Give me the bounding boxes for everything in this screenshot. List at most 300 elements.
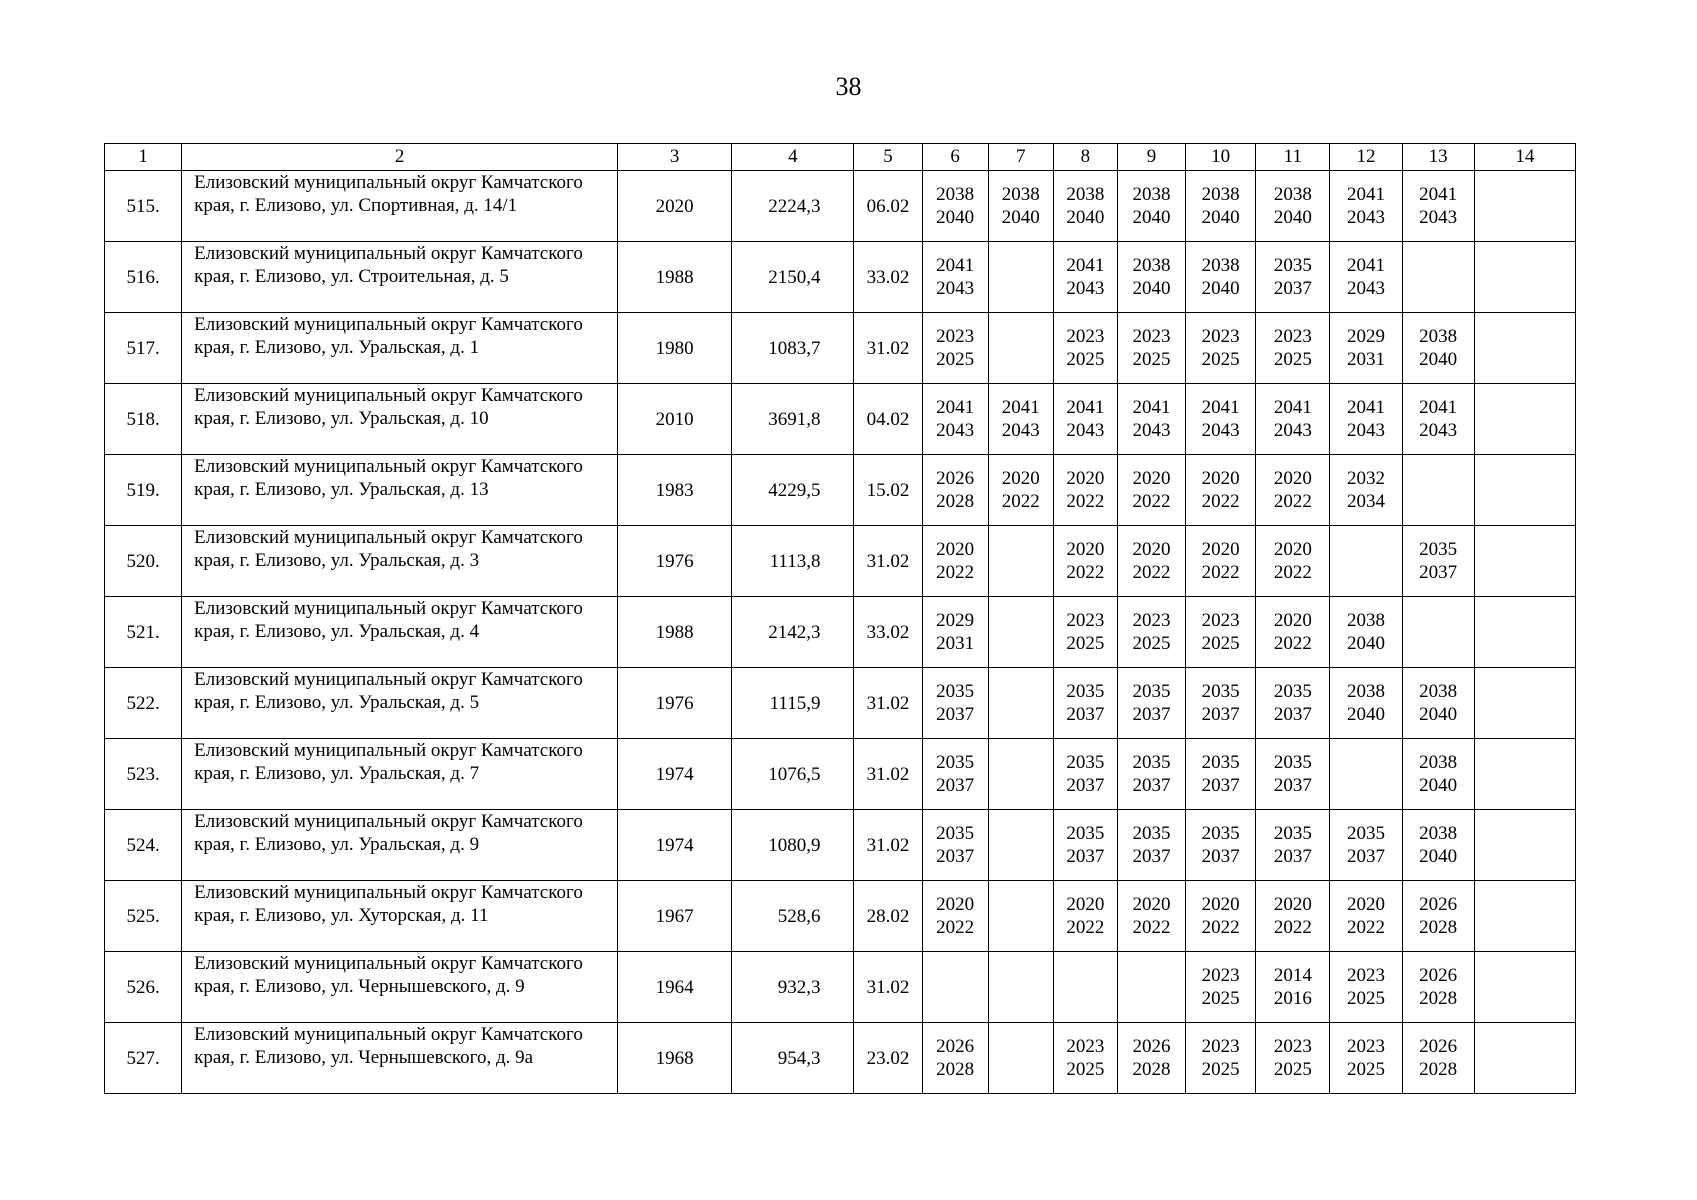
period-start-year: 2023: [1201, 1036, 1240, 1057]
period-start-year: 2020: [1273, 610, 1312, 631]
column-header: 5: [854, 144, 922, 171]
period-end-year: 2043: [1273, 420, 1312, 441]
period-start-year: 2035: [936, 752, 975, 773]
period-start-year: 2020: [1273, 468, 1312, 489]
period-cell: [1330, 810, 1402, 881]
period-end-year: 2040: [1273, 207, 1312, 228]
area-cell: 1080,9: [732, 810, 854, 881]
period-start-year: 2026: [1419, 1036, 1458, 1057]
period-cell: [1186, 313, 1256, 384]
period-start-year: 2020: [1201, 468, 1240, 489]
period-start-year: 2020: [1132, 539, 1171, 560]
period-cell: [1474, 952, 1575, 1023]
period-cell: [1186, 597, 1256, 668]
area-cell: 954,3: [732, 1023, 854, 1094]
period-end-year: 2040: [1419, 775, 1458, 796]
period-end-year: 2037: [1132, 846, 1171, 867]
period-cell: [1117, 952, 1185, 1023]
period-cell: [1186, 384, 1256, 455]
period-start-year: 2020: [1273, 539, 1312, 560]
period-cell: [988, 313, 1053, 384]
period-end-year: 2043: [1201, 420, 1240, 441]
period-end-year: 2040: [1132, 207, 1171, 228]
period-end-year: 2043: [1346, 278, 1385, 299]
wear-code-cell: 33.02: [854, 597, 922, 668]
period-cell: [1053, 171, 1117, 242]
period-cell: [1186, 668, 1256, 739]
period-end-year: 2040: [1201, 278, 1240, 299]
period-end-year: 2037: [1273, 278, 1312, 299]
period-end-year: 2043: [1419, 207, 1458, 228]
period-start-year: 2023: [1346, 965, 1385, 986]
period-start-year: 2038: [1419, 326, 1458, 347]
area-cell: 932,3: [732, 952, 854, 1023]
period-start-year: 2029: [936, 610, 975, 631]
period-cell: [1474, 384, 1575, 455]
period-start-year: 2035: [1066, 823, 1105, 844]
period-start-year: 2023: [1132, 610, 1171, 631]
period-start-year: 2023: [1201, 610, 1240, 631]
period-cell: [1186, 1023, 1256, 1094]
period-cell: [1330, 881, 1402, 952]
period-end-year: 2040: [1419, 704, 1458, 725]
period-cell: [1256, 952, 1330, 1023]
period-cell: [1186, 455, 1256, 526]
period-start-year: 2038: [1346, 681, 1385, 702]
period-start-year: 2020: [936, 539, 975, 560]
period-cell: [922, 171, 988, 242]
period-end-year: 2022: [936, 562, 975, 583]
period-cell: [1256, 526, 1330, 597]
column-header: 7: [988, 144, 1053, 171]
period-cell: [1053, 526, 1117, 597]
period-end-year: 2022: [1066, 917, 1105, 938]
period-cell: [922, 881, 988, 952]
period-start-year: 2026: [936, 1036, 975, 1057]
period-start-year: 2035: [936, 681, 975, 702]
table-row: [105, 242, 1576, 313]
period-end-year: 2040: [1066, 207, 1105, 228]
period-start-year: 2041: [936, 255, 975, 276]
period-end-year: 2028: [936, 491, 975, 512]
period-cell: [1117, 384, 1185, 455]
period-cell: [1053, 952, 1117, 1023]
period-cell: [1402, 881, 1474, 952]
period-start-year: 2041: [1346, 184, 1385, 205]
period-end-year: 2028: [1419, 917, 1458, 938]
period-cell: [1402, 455, 1474, 526]
period-start-year: 2020: [1066, 539, 1105, 560]
period-end-year: 2043: [1066, 420, 1105, 441]
period-end-year: 2025: [1201, 988, 1240, 1009]
period-end-year: 2037: [1066, 846, 1105, 867]
build-year-cell: 1974: [618, 739, 732, 810]
period-end-year: 2022: [1066, 562, 1105, 583]
period-cell: [1256, 313, 1330, 384]
period-start-year: 2026: [936, 468, 975, 489]
period-start-year: 2020: [1346, 894, 1385, 915]
period-cell: [988, 384, 1053, 455]
area-cell: 1076,5: [732, 739, 854, 810]
build-year-cell: 1988: [618, 242, 732, 313]
period-cell: [1256, 171, 1330, 242]
period-cell: [922, 384, 988, 455]
row-number-cell: 519.: [105, 455, 182, 526]
period-start-year: 2023: [1066, 326, 1105, 347]
period-start-year: 2041: [936, 397, 975, 418]
page-number: 38: [835, 72, 862, 101]
period-cell: [1117, 597, 1185, 668]
period-end-year: 2037: [1066, 704, 1105, 725]
period-end-year: 2040: [1346, 633, 1385, 654]
period-end-year: 2028: [1419, 1059, 1458, 1080]
period-cell: [1474, 526, 1575, 597]
period-end-year: 2040: [1419, 349, 1458, 370]
period-end-year: 2025: [1132, 349, 1171, 370]
period-start-year: 2035: [1201, 752, 1240, 773]
wear-code-cell: 31.02: [854, 668, 922, 739]
build-year-cell: 2010: [618, 384, 732, 455]
period-cell: [922, 952, 988, 1023]
period-start-year: 2026: [1419, 894, 1458, 915]
period-end-year: 2025: [1201, 349, 1240, 370]
address-cell: Елизовский муниципальный округ Камчатского края, г. Елизово, ул. Уральская, д. 9: [182, 810, 618, 881]
period-cell: [1330, 952, 1402, 1023]
build-year-cell: 2020: [618, 171, 732, 242]
build-year-cell: 1964: [618, 952, 732, 1023]
period-cell: [922, 597, 988, 668]
period-start-year: 2032: [1346, 468, 1385, 489]
address-cell: Елизовский муниципальный округ Камчатского края, г. Елизово, ул. Чернышевского, д. 9а: [182, 1023, 618, 1094]
table-row: [105, 597, 1576, 668]
period-start-year: 2020: [1201, 539, 1240, 560]
period-cell: [1474, 739, 1575, 810]
period-cell: [1053, 597, 1117, 668]
period-end-year: 2037: [1066, 775, 1105, 796]
period-cell: [1256, 384, 1330, 455]
period-start-year: 2020: [1066, 468, 1105, 489]
period-start-year: 2026: [1132, 1036, 1171, 1057]
period-cell: [1474, 881, 1575, 952]
period-end-year: 2022: [1273, 562, 1312, 583]
period-end-year: 2031: [1346, 349, 1385, 370]
period-cell: [1474, 810, 1575, 881]
period-end-year: 2022: [1201, 562, 1240, 583]
period-start-year: 2035: [1201, 823, 1240, 844]
period-cell: [1402, 384, 1474, 455]
period-start-year: 2041: [1066, 397, 1105, 418]
wear-code-cell: 23.02: [854, 1023, 922, 1094]
period-start-year: 2035: [1066, 752, 1105, 773]
address-cell: Елизовский муниципальный округ Камчатского края, г. Елизово, ул. Уральская, д. 13: [182, 455, 618, 526]
period-start-year: 2035: [1419, 539, 1458, 560]
column-header: 14: [1474, 144, 1575, 171]
period-start-year: 2020: [1132, 894, 1171, 915]
period-end-year: 2025: [1132, 633, 1171, 654]
period-cell: [1117, 313, 1185, 384]
column-header: 4: [732, 144, 854, 171]
period-start-year: 2038: [1419, 752, 1458, 773]
period-end-year: 2040: [1001, 207, 1040, 228]
period-start-year: 2014: [1273, 965, 1312, 986]
period-cell: [1474, 455, 1575, 526]
table-row: [105, 384, 1576, 455]
period-cell: [988, 668, 1053, 739]
column-number-row: [105, 144, 1576, 171]
period-end-year: 2022: [1346, 917, 1385, 938]
row-number-cell: 526.: [105, 952, 182, 1023]
period-cell: [1402, 810, 1474, 881]
area-cell: 3691,8: [732, 384, 854, 455]
period-cell: [1330, 384, 1402, 455]
period-end-year: 2040: [1346, 704, 1385, 725]
period-cell: [1256, 242, 1330, 313]
address-cell: Елизовский муниципальный округ Камчатского края, г. Елизово, ул. Чернышевского, д. 9: [182, 952, 618, 1023]
period-end-year: 2016: [1273, 988, 1312, 1009]
period-end-year: 2022: [936, 917, 975, 938]
period-start-year: 2038: [1201, 184, 1240, 205]
period-cell: [988, 526, 1053, 597]
table-row: [105, 526, 1576, 597]
period-end-year: 2022: [1273, 491, 1312, 512]
column-header: 6: [922, 144, 988, 171]
period-start-year: 2020: [1273, 894, 1312, 915]
column-header: 13: [1402, 144, 1474, 171]
period-cell: [922, 668, 988, 739]
period-end-year: 2025: [1066, 1059, 1105, 1080]
period-cell: [988, 1023, 1053, 1094]
row-number-cell: 525.: [105, 881, 182, 952]
period-end-year: 2037: [1201, 704, 1240, 725]
period-start-year: 2023: [1201, 965, 1240, 986]
period-cell: [922, 1023, 988, 1094]
period-end-year: 2022: [1132, 562, 1171, 583]
period-cell: [988, 810, 1053, 881]
period-start-year: 2038: [1346, 610, 1385, 631]
period-end-year: 2028: [1132, 1059, 1171, 1080]
table-row: [105, 171, 1576, 242]
period-start-year: 2035: [1132, 823, 1171, 844]
wear-code-cell: 31.02: [854, 952, 922, 1023]
table-row: [105, 313, 1576, 384]
period-end-year: 2037: [1346, 846, 1385, 867]
column-header: 8: [1053, 144, 1117, 171]
period-end-year: 2022: [1132, 917, 1171, 938]
column-header: 12: [1330, 144, 1402, 171]
period-cell: [1117, 1023, 1185, 1094]
table-row: [105, 455, 1576, 526]
address-cell: Елизовский муниципальный округ Камчатского края, г. Елизово, ул. Спортивная, д. 14/1: [182, 171, 618, 242]
row-number-cell: 516.: [105, 242, 182, 313]
period-cell: [1186, 526, 1256, 597]
period-cell: [988, 739, 1053, 810]
period-start-year: 2038: [1132, 184, 1171, 205]
build-year-cell: 1976: [618, 526, 732, 597]
period-cell: [1053, 668, 1117, 739]
address-cell: Елизовский муниципальный округ Камчатского края, г. Елизово, ул. Уральская, д. 10: [182, 384, 618, 455]
period-end-year: 2031: [936, 633, 975, 654]
period-cell: [1186, 171, 1256, 242]
period-end-year: 2025: [1346, 1059, 1385, 1080]
period-cell: [1053, 739, 1117, 810]
period-end-year: 2022: [1132, 491, 1171, 512]
build-year-cell: 1988: [618, 597, 732, 668]
period-end-year: 2043: [1001, 420, 1040, 441]
period-end-year: 2037: [936, 704, 975, 725]
area-cell: 528,6: [732, 881, 854, 952]
period-end-year: 2022: [1273, 633, 1312, 654]
table-row: [105, 952, 1576, 1023]
column-header: 9: [1117, 144, 1185, 171]
period-cell: [1256, 810, 1330, 881]
wear-code-cell: 04.02: [854, 384, 922, 455]
build-year-cell: 1968: [618, 1023, 732, 1094]
wear-code-cell: 28.02: [854, 881, 922, 952]
period-cell: [988, 881, 1053, 952]
period-start-year: 2023: [1066, 1036, 1105, 1057]
area-cell: 4229,5: [732, 455, 854, 526]
period-end-year: 2025: [1066, 633, 1105, 654]
area-cell: 1115,9: [732, 668, 854, 739]
period-end-year: 2043: [1419, 420, 1458, 441]
period-cell: [1117, 739, 1185, 810]
period-end-year: 2028: [1419, 988, 1458, 1009]
housing-register-table: [104, 143, 1576, 1094]
period-cell: [988, 597, 1053, 668]
period-cell: [1117, 881, 1185, 952]
build-year-cell: 1976: [618, 668, 732, 739]
period-end-year: 2022: [1201, 491, 1240, 512]
period-start-year: 2023: [1201, 326, 1240, 347]
period-end-year: 2037: [1201, 775, 1240, 796]
period-cell: [1402, 739, 1474, 810]
period-cell: [922, 313, 988, 384]
period-end-year: 2025: [1201, 633, 1240, 654]
period-cell: [1402, 1023, 1474, 1094]
period-start-year: 2023: [1273, 1036, 1312, 1057]
period-end-year: 2022: [1066, 491, 1105, 512]
row-number-cell: 527.: [105, 1023, 182, 1094]
period-start-year: 2023: [936, 326, 975, 347]
period-start-year: 2041: [1001, 397, 1040, 418]
period-cell: [1117, 526, 1185, 597]
period-start-year: 2041: [1346, 255, 1385, 276]
area-cell: 2150,4: [732, 242, 854, 313]
period-start-year: 2038: [1201, 255, 1240, 276]
period-cell: [1474, 668, 1575, 739]
table-row: [105, 668, 1576, 739]
period-end-year: 2022: [1201, 917, 1240, 938]
row-number-cell: 518.: [105, 384, 182, 455]
period-end-year: 2025: [1273, 1059, 1312, 1080]
period-start-year: 2035: [1346, 823, 1385, 844]
period-cell: [1256, 597, 1330, 668]
table-row: [105, 1023, 1576, 1094]
period-cell: [1474, 171, 1575, 242]
period-end-year: 2040: [1419, 846, 1458, 867]
wear-code-cell: 31.02: [854, 810, 922, 881]
address-cell: Елизовский муниципальный округ Камчатского края, г. Елизово, ул. Строительная, д. 5: [182, 242, 618, 313]
period-start-year: 2041: [1132, 397, 1171, 418]
period-end-year: 2025: [1201, 1059, 1240, 1080]
address-cell: Елизовский муниципальный округ Камчатского края, г. Елизово, ул. Хуторская, д. 11: [182, 881, 618, 952]
period-cell: [1256, 739, 1330, 810]
period-end-year: 2025: [936, 349, 975, 370]
period-cell: [1256, 881, 1330, 952]
period-cell: [1330, 313, 1402, 384]
period-cell: [922, 739, 988, 810]
period-start-year: 2041: [1273, 397, 1312, 418]
period-start-year: 2035: [1132, 681, 1171, 702]
period-end-year: 2037: [936, 846, 975, 867]
period-end-year: 2034: [1346, 491, 1385, 512]
period-end-year: 2037: [1201, 846, 1240, 867]
period-cell: [922, 526, 988, 597]
wear-code-cell: 31.02: [854, 313, 922, 384]
period-cell: [1186, 739, 1256, 810]
period-end-year: 2043: [1346, 420, 1385, 441]
period-cell: [1330, 1023, 1402, 1094]
period-start-year: 2035: [1273, 681, 1312, 702]
period-cell: [1402, 313, 1474, 384]
period-start-year: 2038: [936, 184, 975, 205]
period-start-year: 2035: [1201, 681, 1240, 702]
period-cell: [1330, 739, 1402, 810]
period-end-year: 2037: [936, 775, 975, 796]
row-number-cell: 521.: [105, 597, 182, 668]
period-cell: [1053, 313, 1117, 384]
period-start-year: 2035: [1132, 752, 1171, 773]
period-cell: [1117, 242, 1185, 313]
column-header: 1: [105, 144, 182, 171]
period-start-year: 2035: [1066, 681, 1105, 702]
build-year-cell: 1967: [618, 881, 732, 952]
period-cell: [1330, 242, 1402, 313]
wear-code-cell: 31.02: [854, 526, 922, 597]
period-start-year: 2041: [1419, 184, 1458, 205]
area-cell: 2142,3: [732, 597, 854, 668]
period-end-year: 2043: [1132, 420, 1171, 441]
period-cell: [1330, 526, 1402, 597]
period-cell: [988, 242, 1053, 313]
period-cell: [1186, 242, 1256, 313]
row-number-cell: 517.: [105, 313, 182, 384]
table-row: [105, 881, 1576, 952]
period-start-year: 2020: [1001, 468, 1040, 489]
column-header: 10: [1186, 144, 1256, 171]
period-cell: [1330, 597, 1402, 668]
period-cell: [1402, 668, 1474, 739]
table-row: [105, 739, 1576, 810]
period-cell: [922, 455, 988, 526]
period-end-year: 2022: [1273, 917, 1312, 938]
period-end-year: 2025: [1066, 349, 1105, 370]
period-start-year: 2020: [1066, 894, 1105, 915]
address-cell: Елизовский муниципальный округ Камчатского края, г. Елизово, ул. Уральская, д. 3: [182, 526, 618, 597]
period-start-year: 2035: [1273, 752, 1312, 773]
period-start-year: 2020: [936, 894, 975, 915]
period-cell: [1474, 242, 1575, 313]
table-row: [105, 810, 1576, 881]
period-start-year: 2029: [1346, 326, 1385, 347]
period-cell: [1330, 668, 1402, 739]
period-start-year: 2038: [1273, 184, 1312, 205]
area-cell: 1113,8: [732, 526, 854, 597]
period-start-year: 2038: [1001, 184, 1040, 205]
row-number-cell: 522.: [105, 668, 182, 739]
build-year-cell: 1980: [618, 313, 732, 384]
period-start-year: 2020: [1201, 894, 1240, 915]
